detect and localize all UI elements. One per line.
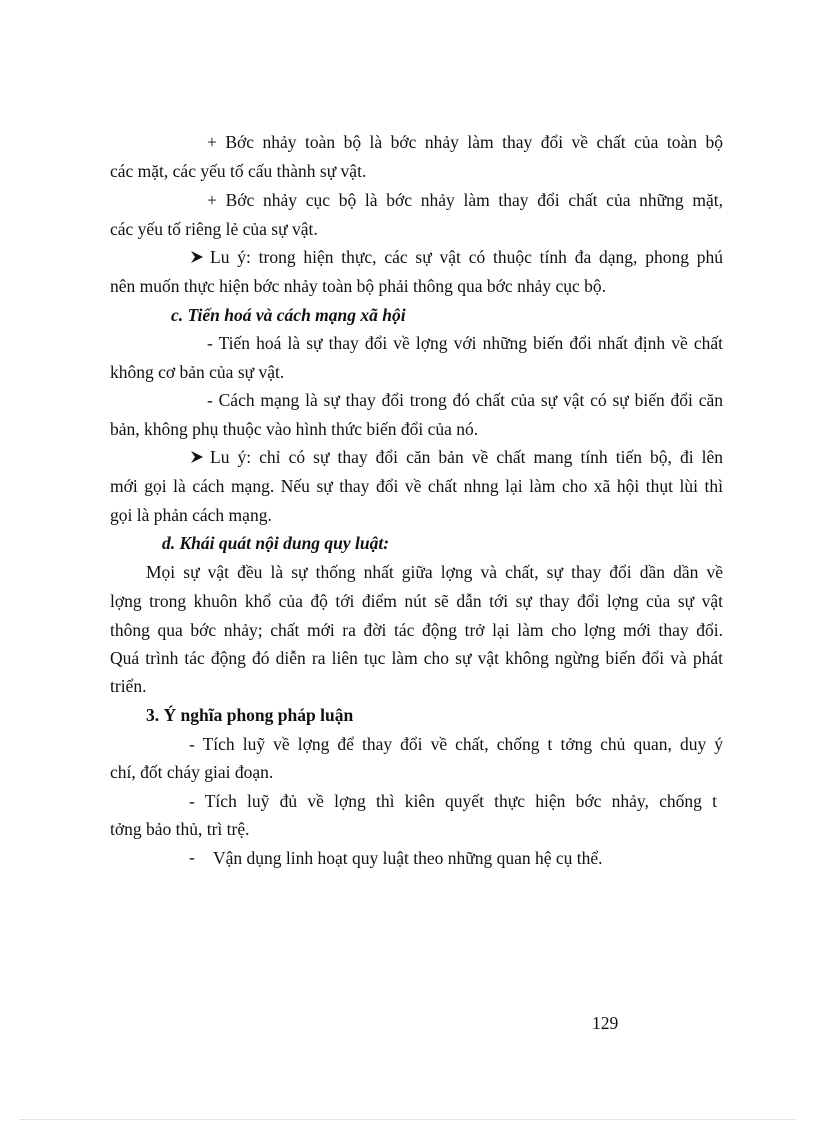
heading-c: c. Tiến hoá và cách mạng xã hội [171,305,406,325]
text-line-1: + Bớc nhảy toàn bộ là bớc nhảy làm thay đổi về chất của toàn bộ [207,132,723,152]
text-line-22: - Tích luỹ về lợng để thay đổi về chất, chống t tởng chủ quan, duy ý [189,734,723,754]
text-line-23: chí, đốt cháy giai đoạn. [110,762,274,782]
text-line-24: - Tích luỹ đủ về lợng thì kiên quyết thực hiện bớc nhảy, chống t [189,791,717,811]
note-arrow-icon [190,245,210,269]
text-line-20: triển. [110,676,147,696]
text-line-27: Vận dụng linh hoạt quy luật theo những quan hệ cụ thể. [213,848,603,868]
text-line-10: - Cách mạng là sự thay đổi trong đó chất của sự vật có sự biến đổi căn [207,390,723,410]
text-line-12: Lu ý: chỉ có sự thay đổi căn bản về chất mang tính tiến bộ, đi lên [210,447,723,467]
text-line-18: thông qua bớc nhảy; chất mới ra đời tác động trở lại làm cho lợng mới thay đổi. [110,620,723,640]
page-bottom-rule [20,1119,796,1120]
page-number: 129 [592,1013,619,1033]
heading-d: d. Khái quát nội dung quy luật: [162,533,390,553]
text-line-25: tởng bảo thủ, trì trệ. [110,819,250,839]
text-line-3: + Bớc nhảy cục bộ là bớc nhảy làm thay đổi chất của những mặt, [207,190,723,210]
text-line-9: không cơ bản của sự vật. [110,362,285,382]
text-line-8: - Tiến hoá là sự thay đổi về lợng với những biến đổi nhất định về chất [207,333,723,353]
heading-3: 3. Ý nghĩa phong pháp luận [146,705,354,725]
text-line-13: mới gọi là cách mạng. Nếu sự thay đổi về chất nhng lại làm cho xã hội thụt lùi thì [110,476,723,496]
text-line-4: các yếu tố riêng lẻ của sự vật. [110,219,318,239]
text-line-19: Quá trình tác động đó diễn ra liên tục làm cho sự vật không ngừng biến đổi và phát [110,648,723,668]
text-line-17: lợng trong khuôn khổ của độ tới điểm nút sẽ dẫn tới sự thay đổi lợng của sự vật [110,591,723,611]
text-line-6: nên muốn thực hiện bớc nhảy toàn bộ phải thông qua bớc nhảy cục bộ. [110,276,606,296]
note-arrow-icon-2 [190,445,210,469]
bullet-dash: - [189,847,195,867]
text-line-5: Lu ý: trong hiện thực, các sự vật có thuộc tính đa dạng, phong phú [210,247,723,267]
text-line-11: bản, không phụ thuộc vào hình thức biến đổi của nó. [110,419,479,439]
text-line-14: gọi là phản cách mạng. [110,505,272,525]
text-line-2: các mặt, các yếu tố cấu thành sự vật. [110,161,367,181]
text-line-16: Mọi sự vật đều là sự thống nhất giữa lợng và chất, sự thay đổi dần dần về [146,562,723,582]
